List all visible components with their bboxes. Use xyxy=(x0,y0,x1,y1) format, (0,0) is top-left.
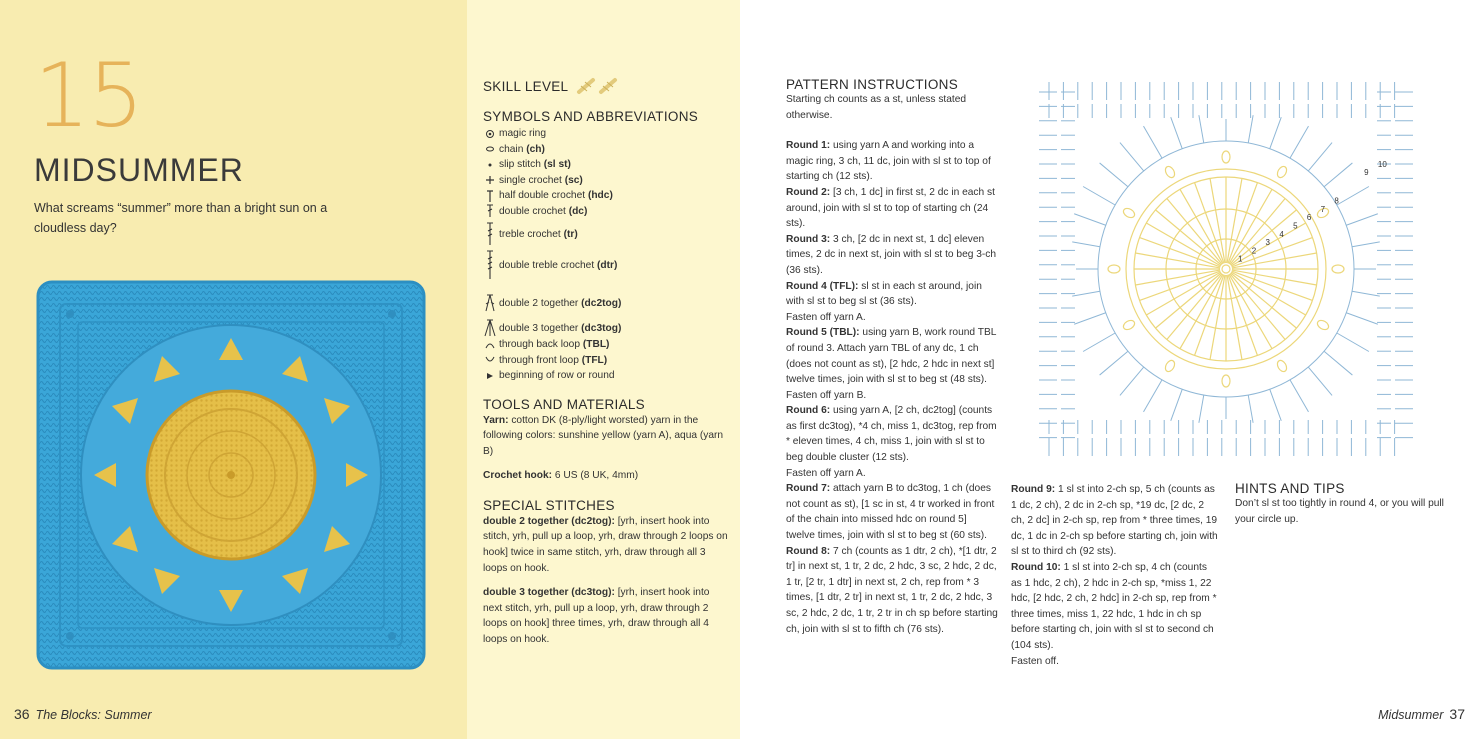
left-page-number: 36 xyxy=(14,706,30,722)
left-footer-section: The Blocks: Summer xyxy=(35,708,152,722)
intro-text: What screams “summer” more than a bright sun on a cloudless day? xyxy=(34,201,328,235)
left-page xyxy=(0,0,467,739)
chart-sun-stitch xyxy=(1230,274,1285,340)
hints-text: Don’t sl st too tightly in round 4, or you will pull your circle up. xyxy=(1235,498,1444,525)
chart-cluster xyxy=(1222,375,1230,387)
chart-sun-stitch xyxy=(1232,270,1317,285)
symbol-item: chain (ch) xyxy=(483,142,728,158)
chart-round-label: 5 xyxy=(1293,221,1298,231)
round-1: Round 1: using yarn A and working into a magic ring, 3 ch, 11 dc, join with sl st to top of starting ch (12 sts). xyxy=(786,140,991,183)
chart-stitch xyxy=(1346,214,1378,225)
chart-sun-stitch xyxy=(1135,253,1220,268)
symbol-item: through front loop (TFL) xyxy=(483,353,728,369)
chart-sun-stitch xyxy=(1210,275,1225,360)
left-footer xyxy=(14,706,152,722)
chart-stitch xyxy=(1083,187,1115,206)
chart-cluster xyxy=(1164,165,1177,179)
chart-stitch xyxy=(1144,380,1163,412)
chart-stitch xyxy=(1074,214,1106,225)
symbol-item: double treble crochet (dtr) xyxy=(483,249,728,281)
chart-stitch xyxy=(1120,367,1144,395)
chart-stitch xyxy=(1199,115,1204,143)
chart-stitch xyxy=(1100,351,1128,375)
symbol-item: through back loop (TBL) xyxy=(483,337,728,353)
symbol-item: magic ring xyxy=(483,126,728,142)
chart-sun-stitch xyxy=(1232,253,1317,268)
chart-stitch xyxy=(1352,242,1380,247)
chart-sun-stitch xyxy=(1227,178,1242,263)
right-page-number: 37 xyxy=(1449,706,1465,722)
skill-level-heading: SKILL LEVEL xyxy=(483,78,569,94)
special-stitches-heading: SPECIAL STITCHES xyxy=(483,497,615,513)
right-footer xyxy=(1378,706,1465,722)
symbol-item: beginning of row or round xyxy=(483,368,728,384)
symbol-item: double 3 together (dc3tog) xyxy=(483,319,728,337)
round-10: Round 10: 1 sl st into 2-ch sp, 4 ch (counts as 1 hdc, 2 ch), 2 hdc in 2-ch sp, *miss 1, 22 hdc, [2 hdc, 2 ch, 2 hdc] in 2-ch sp, rep from * three times, miss 1, 22 hdc, 1 hdc in ch sp before starting ch, join with sl st to second ch (104 sts). xyxy=(1011,561,1217,651)
rounds-list xyxy=(786,138,998,637)
chart-stitch xyxy=(1324,163,1352,187)
pattern-heading: PATTERN INSTRUCTIONS xyxy=(786,77,959,92)
double-treble-crochet-icon xyxy=(483,250,497,280)
right-page xyxy=(740,0,1475,739)
back-loop-icon xyxy=(483,341,497,349)
chart-round-label: 10 xyxy=(1377,159,1387,169)
chart-stitch xyxy=(1072,291,1100,296)
chart-sun-stitch xyxy=(1227,275,1242,360)
hints-heading: HINTS AND TIPS xyxy=(1235,481,1345,496)
chart-cluster xyxy=(1332,265,1344,273)
slip-stitch-icon xyxy=(483,161,497,169)
symbol-item: single crochet (sc) xyxy=(483,173,728,189)
chart-magic-ring xyxy=(1222,265,1230,273)
chart-stitch xyxy=(1270,389,1281,421)
arrow-icon xyxy=(483,372,497,380)
chart-round-label: 8 xyxy=(1334,196,1339,206)
chart-stitch xyxy=(1248,115,1253,143)
symbol-item: double 2 together (dc2tog) xyxy=(483,281,728,319)
chart-round-label: 9 xyxy=(1364,168,1369,178)
chart-stitch xyxy=(1083,333,1115,352)
hook-text: Crochet hook: 6 US (8 UK, 4mm) xyxy=(483,470,639,482)
round-4-after: Fasten off yarn A. xyxy=(786,311,866,323)
tools-heading: TOOLS AND MATERIALS xyxy=(483,396,645,412)
chart-sun-stitch xyxy=(1167,199,1222,265)
symbol-item: double crochet (dc) xyxy=(483,204,728,220)
front-loop-icon xyxy=(483,356,497,364)
round-3: Round 3: 3 ch, [2 dc in next st, 1 dc] eleven times, 2 dc in next st, join with sl st to beg 3-ch (36 sts). xyxy=(786,233,997,276)
yarn-text: Yarn: cotton DK (8-ply/light worsted) yarn in the following colors: sunshine yellow (yarn A), aqua (yarn B) xyxy=(483,414,724,457)
single-crochet-icon xyxy=(483,175,497,185)
chart-stitch xyxy=(1308,143,1332,171)
chart-stitch xyxy=(1324,351,1352,375)
chart-sun-stitch xyxy=(1210,178,1225,263)
rounds-list-2 xyxy=(1011,482,1218,669)
round-10-after: Fasten off. xyxy=(1011,655,1059,667)
special-stitch-dc3tog: double 3 together (dc3tog): [yrh, insert hook into next stitch, yrh, pull up a loop, yrh, draw through 2 loops on hook] three times, yrh, draw through all 4 loops on hook. xyxy=(483,587,710,646)
chart-round-label: 2 xyxy=(1251,246,1257,256)
round-7: Round 7: attach yarn B to dc3tog, 1 ch (does not count as st), [1 sc in st, 4 tr worked in front of the chain into missed hdc on round 5] twelve times, join with sl st to beg st (60 sts). xyxy=(786,483,995,542)
treble-crochet-icon xyxy=(483,222,497,246)
double-crochet-icon xyxy=(483,204,497,218)
round-5: Round 5 (TBL): using yarn B, work round TBL of round 3. Attach yarn TBL of any dc, 1 ch (does not count as st), [2 hdc, 2 hdc in next st] twelve times, join with sl st to beg st (48 sts). xyxy=(786,327,997,386)
chart-stitch xyxy=(1290,126,1309,158)
chart-round-label: 3 xyxy=(1265,238,1271,248)
chain-icon xyxy=(483,145,497,153)
magic-ring-icon xyxy=(483,129,497,139)
round-2: Round 2: [3 ch, 1 dc] in first st, 2 dc in each st around, join with sl st to top of starting ch (24 sts). xyxy=(786,186,995,230)
crochet-chart xyxy=(1035,78,1417,460)
chart-round-label: 1 xyxy=(1238,254,1243,264)
round-4: Round 4 (TFL): sl st in each st around, join with sl st to beg sl st (36 sts). xyxy=(786,280,982,308)
chart-stitch xyxy=(1171,389,1182,421)
chart-stitch xyxy=(1352,291,1380,296)
chart-cluster xyxy=(1316,319,1330,332)
chart-stitch xyxy=(1144,126,1163,158)
chart-sun-stitch xyxy=(1231,273,1297,328)
chart-stitch xyxy=(1308,367,1332,395)
chart-round-label: 7 xyxy=(1320,204,1326,214)
round-9: Round 9: 1 sl st into 2-ch sp, 5 ch (counts as 1 dc, 2 ch), 2 dc in 2-ch sp, *19 dc, [2 dc, 2 ch, 2 dc] in 2-ch sp, rep from * three times, 19 dc, 1 dc in 2-ch sp before starting ch, join with sl st to third ch (92 sts). xyxy=(1011,484,1218,558)
chart-sun-stitch xyxy=(1156,210,1222,265)
chart-stitch xyxy=(1337,333,1369,352)
skill-level-hook-icon xyxy=(576,77,620,95)
right-footer-section: Midsummer xyxy=(1378,708,1444,722)
pattern-number: 15 xyxy=(34,44,142,147)
special-stitch-dc2tog: double 2 together (dc2tog): [yrh, insert hook into stitch, yrh, pull up a loop, yrh, draw through 2 loops on hook] twice in same stitch, yrh, draw through all 3 loops on hook. xyxy=(483,515,728,574)
dc2tog-icon xyxy=(483,294,497,312)
chart-cluster xyxy=(1122,319,1136,332)
chart-stitch xyxy=(1337,187,1369,206)
chart-sun-stitch xyxy=(1167,274,1222,340)
chart-round-label: 6 xyxy=(1306,213,1312,223)
chart-sun-stitch xyxy=(1135,270,1220,285)
chart-sun-stitch xyxy=(1156,273,1222,328)
page-title: MIDSUMMER xyxy=(34,152,244,188)
chart-stitch xyxy=(1100,163,1128,187)
chart-stitch xyxy=(1248,395,1253,423)
chart-stitch xyxy=(1072,242,1100,247)
materials-column xyxy=(467,0,740,739)
symbols-heading: SYMBOLS AND ABBREVIATIONS xyxy=(483,109,699,124)
symbols-list xyxy=(483,126,728,384)
chart-stitch xyxy=(1120,143,1144,171)
chart-cluster xyxy=(1276,165,1289,179)
half-double-crochet-icon xyxy=(483,189,497,203)
chart-stitch xyxy=(1171,117,1182,149)
round-6: Round 6: using yarn A, [2 ch, dc2tog] (counts as first dc3tog), *4 ch, miss 1, dc3tog, rep from * eleven times, 4 ch, miss 1, join with sl st to beg double cluster (12 sts). xyxy=(786,405,997,464)
chart-stitch xyxy=(1199,395,1204,423)
pattern-note: Starting ch counts as a st, unless stated otherwise. xyxy=(786,94,967,121)
chart-stitch xyxy=(1270,117,1281,149)
round-8: Round 8: 7 ch (counts as 1 dtr, 2 ch), *[1 dtr, 2 tr] in next st, 1 tr, 2 dc, 2 hdc, 3 sc, 2 hdc, 2 dc, 1 tr, [2 tr, 1 dtr] in next st, 2 ch, rep from * 3 times, [1 dtr, 2 tr] in next st, 1 tr, 2 dc, 2 hdc, 3 sc, 2 hdc, 2 dc, 1 tr, 2 tr in ch sp before starting ch, join with sl st to fifth ch (76 sts). xyxy=(786,545,998,635)
dc3tog-icon xyxy=(483,319,497,337)
chart-cluster xyxy=(1122,207,1136,220)
symbol-item: treble crochet (tr) xyxy=(483,219,728,249)
round-6-after: Fasten off yarn A. xyxy=(786,467,866,479)
symbol-item: half double crochet (hdc) xyxy=(483,188,728,204)
symbol-item: slip stitch (sl st) xyxy=(483,157,728,173)
chart-cluster xyxy=(1108,265,1120,273)
chart-stitch xyxy=(1290,380,1309,412)
chart-stitch xyxy=(1074,313,1106,324)
crochet-block-photo xyxy=(34,278,428,673)
chart-cluster xyxy=(1222,151,1230,163)
chart-stitch xyxy=(1346,313,1378,324)
round-5-after: Fasten off yarn B. xyxy=(786,389,867,401)
chart-cluster xyxy=(1276,359,1289,373)
chart-cluster xyxy=(1164,359,1177,373)
chart-round-label: 4 xyxy=(1279,229,1284,239)
